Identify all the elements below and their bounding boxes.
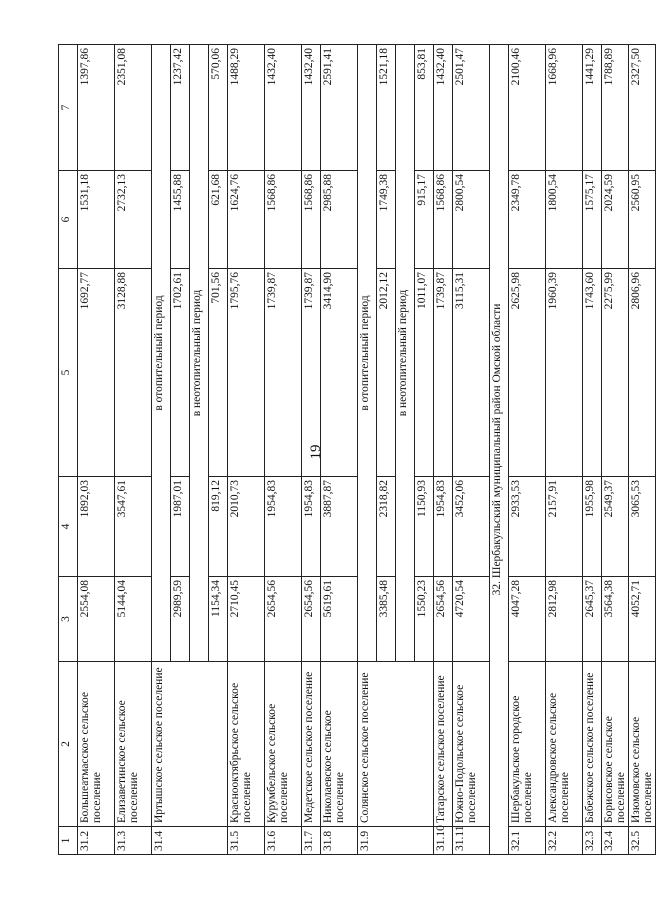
table-row [228, 45, 265, 855]
tariff-value: 2100,46 [509, 45, 546, 171]
table-row [546, 45, 583, 855]
tariff-value: 2554,08 [78, 577, 115, 662]
tariff-value: 1150,93 [415, 477, 434, 577]
row-number: 32.1 [509, 827, 546, 855]
tariff-value: 2645,37 [583, 577, 602, 662]
column-header: 7 [59, 45, 78, 171]
tariff-value: 2327,50 [629, 45, 656, 171]
tariff-value: 1960,39 [546, 269, 583, 477]
tariff-value: 3564,38 [602, 577, 629, 662]
rotated-table-frame [58, 45, 655, 855]
tariff-value: 3414,90 [321, 269, 358, 477]
tariff-value: 2560,95 [629, 171, 656, 269]
period-label-row [358, 45, 377, 855]
column-header: 4 [59, 477, 78, 577]
settlement-name: Краснооктябрьское сельское поселение [228, 662, 265, 827]
tariff-value: 2989,59 [171, 577, 190, 662]
tariff-value: 1624,76 [228, 171, 265, 269]
tariff-value: 1521,18 [377, 45, 396, 171]
row-number: 32.3 [583, 827, 602, 855]
tariff-value: 2024,59 [602, 171, 629, 269]
row-number: 31.4 [152, 827, 228, 855]
tariff-value: 2010,73 [228, 477, 265, 577]
header-row [59, 45, 78, 855]
tariff-value: 1568,86 [265, 171, 302, 269]
column-header: 2 [59, 662, 78, 827]
tariff-value: 1955,98 [583, 477, 602, 577]
tariff-value: 2654,56 [434, 577, 453, 662]
period-label-nonheating: в неотопительный период [190, 45, 209, 662]
tariff-value: 853,81 [415, 45, 434, 171]
tariff-value: 2157,91 [546, 477, 583, 577]
tariff-value: 1788,89 [602, 45, 629, 171]
tariff-value: 1739,87 [302, 269, 321, 477]
period-label-heating: в отопительный период [152, 45, 171, 662]
table-row [321, 45, 358, 855]
tariff-value: 2349,78 [509, 171, 546, 269]
tariff-value: 5619,61 [321, 577, 358, 662]
tariff-value: 1237,42 [171, 45, 190, 171]
table-row [509, 45, 546, 855]
tariff-value: 2985,88 [321, 171, 358, 269]
tariff-value: 2625,98 [509, 269, 546, 477]
tariff-table [58, 44, 656, 855]
settlement-name: Татарское сельское поселение [434, 662, 453, 827]
tariff-value: 819,12 [209, 477, 228, 577]
tariff-value: 1397,86 [78, 45, 115, 171]
tariff-value: 2351,08 [115, 45, 152, 171]
tariff-value: 2012,12 [377, 269, 396, 477]
tariff-value: 1954,83 [265, 477, 302, 577]
tariff-value: 2800,54 [453, 171, 490, 269]
column-header: 6 [59, 171, 78, 269]
tariff-value: 2275,99 [602, 269, 629, 477]
tariff-value: 3065,53 [629, 477, 656, 577]
period-label-row [152, 45, 171, 855]
row-number: 31.10 [434, 827, 453, 855]
tariff-value: 2933,53 [509, 477, 546, 577]
settlement-name: Солянское сельское поселение [358, 662, 434, 827]
settlement-name: Южно-Подольское сельское поселение [453, 662, 490, 827]
settlement-name: Александровское сельское поселение [546, 662, 583, 827]
tariff-value: 1455,88 [171, 171, 190, 269]
tariff-value: 621,68 [209, 171, 228, 269]
tariff-value: 1568,86 [434, 171, 453, 269]
tariff-value: 915,17 [415, 171, 434, 269]
row-number: 31.5 [228, 827, 265, 855]
tariff-value: 3385,48 [377, 577, 396, 662]
tariff-value: 2549,37 [602, 477, 629, 577]
period-label-nonheating: в неотопительный период [396, 45, 415, 662]
tariff-value: 2812,98 [546, 577, 583, 662]
tariff-value: 1432,40 [302, 45, 321, 171]
tariff-value: 2654,56 [302, 577, 321, 662]
settlement-name: Медетское сельское поселение [302, 662, 321, 827]
tariff-value: 570,06 [209, 45, 228, 171]
tariff-value: 2654,56 [265, 577, 302, 662]
tariff-value: 2732,13 [115, 171, 152, 269]
tariff-value: 1749,38 [377, 171, 396, 269]
settlement-name: Курумбельское сельское поселение [265, 662, 302, 827]
table-row [629, 45, 656, 855]
tariff-value: 1668,96 [546, 45, 583, 171]
table-row [434, 45, 453, 855]
tariff-value: 3452,06 [453, 477, 490, 577]
column-header: 1 [59, 827, 78, 855]
section-heading: 32. Шербакульский муниципальный район Омской области [490, 45, 509, 855]
settlement-name: Изюмовское сельское поселение [629, 662, 656, 827]
tariff-value: 1488,29 [228, 45, 265, 171]
table-row [453, 45, 490, 855]
tariff-value: 4047,28 [509, 577, 546, 662]
tariff-table-container [58, 45, 655, 855]
tariff-value: 5144,04 [115, 577, 152, 662]
tariff-value: 1568,86 [302, 171, 321, 269]
tariff-value: 1692,77 [78, 269, 115, 477]
tariff-value: 3115,31 [453, 269, 490, 477]
row-number: 31.7 [302, 827, 321, 855]
settlement-name: Бабежское сельское поселение [583, 662, 602, 827]
row-number: 31.8 [321, 827, 358, 855]
tariff-value: 1987,01 [171, 477, 190, 577]
tariff-value: 4052,71 [629, 577, 656, 662]
row-number: 32.4 [602, 827, 629, 855]
tariff-value: 1441,29 [583, 45, 602, 171]
settlement-name: Большеатмасское сельское поселение [78, 662, 115, 827]
table-row [302, 45, 321, 855]
row-number: 31.9 [358, 827, 434, 855]
settlement-name: Борисовское сельское поселение [602, 662, 629, 827]
row-number: 32.2 [546, 827, 583, 855]
tariff-value: 1800,54 [546, 171, 583, 269]
table-row [583, 45, 602, 855]
tariff-value: 1739,87 [434, 269, 453, 477]
tariff-value: 1743,60 [583, 269, 602, 477]
settlement-name: Николаевское сельское поселение [321, 662, 358, 827]
tariff-value: 1011,07 [415, 269, 434, 477]
tariff-value: 1795,76 [228, 269, 265, 477]
tariff-value: 1702,61 [171, 269, 190, 477]
tariff-value: 1432,40 [265, 45, 302, 171]
tariff-value: 1892,03 [78, 477, 115, 577]
settlement-name: Елизаветинское сельское поселение [115, 662, 152, 827]
table-row [602, 45, 629, 855]
table-body [59, 45, 656, 855]
tariff-value: 1739,87 [265, 269, 302, 477]
tariff-value: 2318,82 [377, 477, 396, 577]
tariff-value: 1432,40 [434, 45, 453, 171]
tariff-value: 1550,23 [415, 577, 434, 662]
tariff-value: 1154,34 [209, 577, 228, 662]
row-number: 31.3 [115, 827, 152, 855]
column-header: 5 [59, 269, 78, 477]
tariff-value: 1575,17 [583, 171, 602, 269]
table-row [265, 45, 302, 855]
page-number: 19 [308, 444, 324, 460]
table-row [115, 45, 152, 855]
tariff-value: 701,56 [209, 269, 228, 477]
period-label-heating: в отопительный период [358, 45, 377, 662]
row-number: 31.2 [78, 827, 115, 855]
tariff-value: 2806,96 [629, 269, 656, 477]
tariff-value: 1954,83 [302, 477, 321, 577]
settlement-name: Шербакульское городское поселение [509, 662, 546, 827]
column-header: 3 [59, 577, 78, 662]
tariff-value: 1531,18 [78, 171, 115, 269]
tariff-value: 1954,83 [434, 477, 453, 577]
row-number: 32.5 [629, 827, 656, 855]
tariff-value: 3128,88 [115, 269, 152, 477]
row-number: 31.11 [453, 827, 490, 855]
tariff-value: 3887,87 [321, 477, 358, 577]
tariff-value: 3547,61 [115, 477, 152, 577]
tariff-value: 4720,54 [453, 577, 490, 662]
tariff-value: 2710,45 [228, 577, 265, 662]
section-row [490, 45, 509, 855]
row-number: 31.6 [265, 827, 302, 855]
tariff-value: 2501,47 [453, 45, 490, 171]
tariff-value: 2591,41 [321, 45, 358, 171]
table-row [78, 45, 115, 855]
settlement-name: Иртышское сельское поселение [152, 662, 228, 827]
